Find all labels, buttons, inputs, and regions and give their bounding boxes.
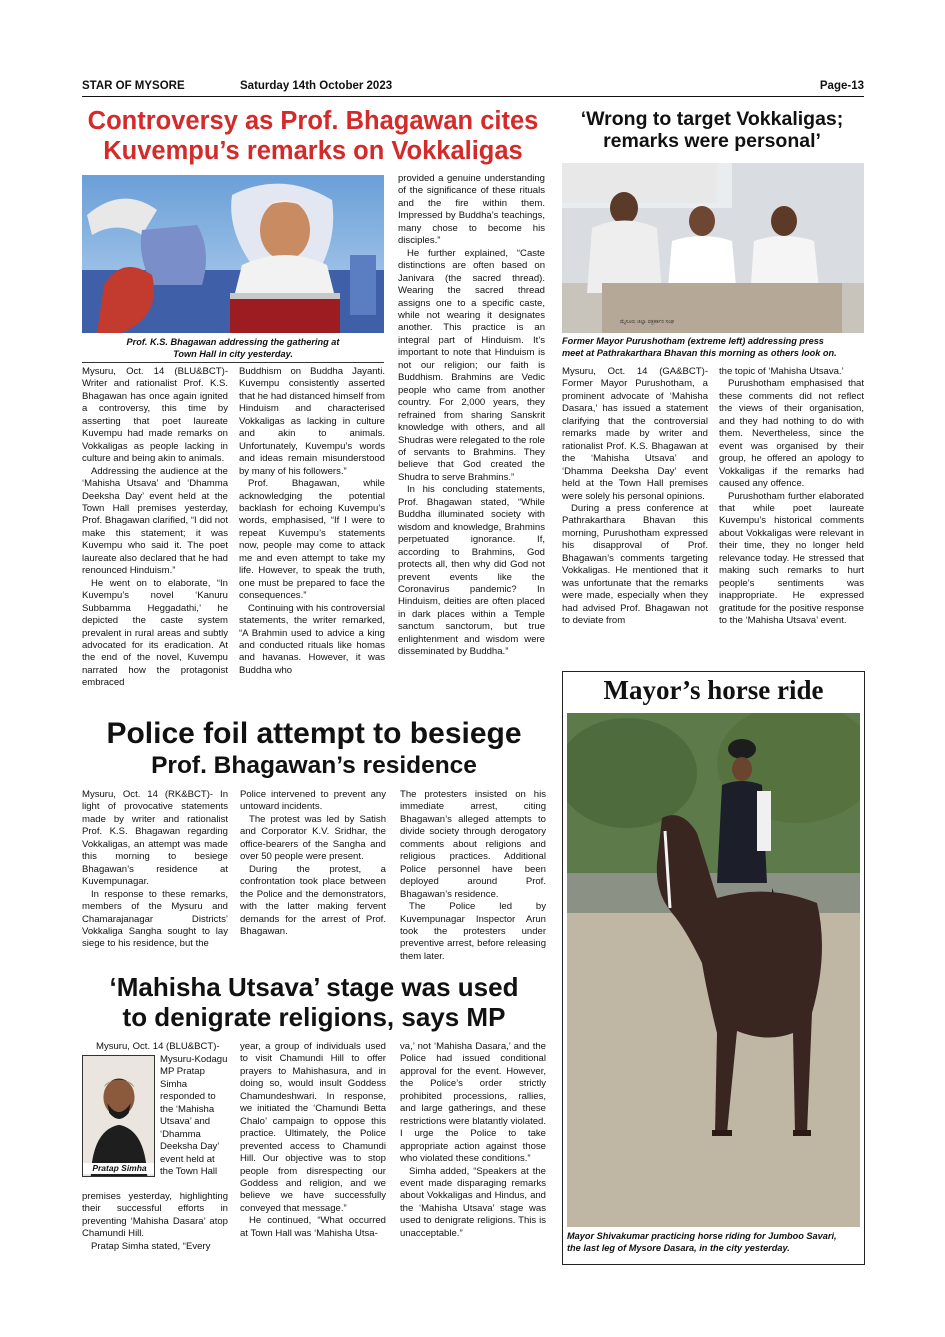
- page-number: Page-13: [819, 80, 864, 92]
- story1-column-3: provided a genuine understanding of the significance of these rituals and the fire within them. Impressed by Buddha’s teachings, many chose to become his disciples.” He further explained, “Caste distinctions are often based on Janivara (the sacred thread). Wearing the sacred thread assigns one to a specific caste, while not wearing it designates another. This practice is an integral part of Hinduism. It’s important to note that Hinduism is not our religion; our faith is Buddhism. Brahmins are Vedic people who came from another country. For 2,000 years, they refrained from sharing Sanskrit knowledge with others, and all Shudras were relegated to the role of servants to Brahmins. They believe that God created the Shudra to serve Brahmins.” In his concluding statements, Prof. Bhagawan stated, “While Buddha illuminated society with wisdom and knowledge, Brahmins perpetuated ignorance. If, according to Brahmins, God protects all, then why did God not prevent events like the Coronavirus pandemic? In Hinduism, deities are often placed in dark places within a Temple sanctum sanctorum, but true enlightenment and wisdom were disseminated by Buddha.”: [398, 173, 545, 658]
- story2-column-2: the topic of ‘Mahisha Utsava.’ Purushotham emphasised that these comments did not reflect the views of their organisation, and they had nothing to do with them. Nevertheless, since the event was organised by their group, he offered an apology to Vokkaligas if the remarks had caused any offence. Purushotham further elaborated that while poet laureate Kuvempu’s historical comments about Vokkaligas were relevant in their time, they no longer held relevance today. He stressed that making such remarks to hurt people’s sentiments was inappropriate. He expressed gratitude for the positive response to the ‘Mahisha Utsava’ event.: [719, 366, 864, 627]
- story3-column-1: Mysuru, Oct. 14 (RK&BCT)- In light of provocative statements made by writer and rationalist Prof. K.S. Bhagawan regarding Vokkaligas, an attempt was made this morning to besiege Bhagawan’s residence at Kuvempunagar. In response to these remarks, members of the Mysuru and Chamarajanagar Districts’ Vokkaliga Sangha sought to lay siege to his residence, but the: [82, 789, 228, 950]
- story4-column-3: va,’ not ‘Mahisha Dasara,’ and the Police had issued conditional approval for the event. However, the Police’s order strictly prohibited processions, rallies, and large gatherings, and these restrictions were blatantly violated. I urge the Police to take appropriate action against those who violated these conditions.” Simha added, “Speakers at the event made disparaging remarks about Vokkaligas and Hindus, and the ‘Mahisha Utsava’ stage was used to denigrate religions. This is unacceptable.”: [400, 1041, 546, 1239]
- banner-text: ಮೈಸೂರು ಜಿಲ್ಲಾ ಪತ್ರಕರ್ತರ ಸಂಘ: [620, 319, 675, 325]
- story2-column-1: Mysuru, Oct. 14 (GA&BCT)- Former Mayor Purushotham, a prominent advocate of ‘Mahisha Dasara,’ has issued a statement clarifying that the controversial remarks made by writer and rationalist Prof. K.S. Bhagawan at the ‘Mahisha Utsava’ and ‘Dhamma Deeksha Day’ event held at the Town Hall premises were solely his personal opinions. During a press conference at Pathrakarthara Bhavan this morning, Purushotham expressed his disapproval of Prof. Bhagawan’s comments targeting Vokkaligas. He mentioned that it was unfortunate that the remarks were made, especially when they had advised Prof. Bhagawan not to deviate from: [562, 366, 708, 627]
- story1-caption: Prof. K.S. Bhagawan addressing the gathering at Town Hall in city yesterday.: [126, 337, 340, 359]
- horse-ride-photo: [567, 713, 860, 1227]
- masthead: [82, 80, 864, 96]
- issue-date: Saturday 14th October 2023: [240, 80, 393, 92]
- press-meet-photo: [562, 163, 864, 333]
- paper-name: STAR OF MYSORE: [82, 80, 185, 92]
- story5-headline: Mayor’s horse ride: [603, 675, 824, 705]
- story2-caption: Former Mayor Purushotham (extreme left) addressing press meet at Pathrakarthara Bhavan this morning as others look on.: [562, 336, 837, 358]
- story4-column-1: premises yesterday, highlighting their successful efforts in preventing ‘Mahisha Dasara’ atop Chamundi Hill. Pratap Simha stated, “Every: [82, 1191, 228, 1252]
- story1-headline: Controversy as Prof. Bhagawan cites Kuvempu’s remarks on Vokkaligas: [87, 107, 539, 166]
- pratap-simha-caption: Pratap Simha: [83, 1163, 155, 1174]
- story5-caption: Mayor Shivakumar practicing horse riding for Jumboo Savari, the last leg of Mysore Dasara, in the city yesterday.: [567, 1231, 837, 1253]
- bhagawan-photo: [82, 175, 384, 333]
- story4-column-2: year, a group of individuals used to visit Chamundi Hill to offer prayers to Mahishasura, and in doing so, would insult Goddess Chamundeshwari. In response, we initiated the ‘Chamundi Betta Chalo’ campaign to oppose this practice. Ultimately, the Police prevented access to Chamundi Hill. Our objective was to stop people from disrespecting our Goddess and religion, and we believe we have successfully conveyed that message.” He continued, “What occurred at Town Hall was ‘Mahisha Utsa-: [240, 1041, 386, 1239]
- masthead-rule: [82, 96, 864, 97]
- story3-headline: Police foil attempt to besiege Prof. Bhagawan’s residence: [106, 717, 522, 779]
- caption-rule: [82, 362, 384, 363]
- story2-headline: ‘Wrong to target Vokkaligas; remarks were personal’: [580, 108, 844, 153]
- story4-column-1-wrap: Mysuru-Kodagu MP Pratap Simha responded to the ‘Mahisha Utsava’ and ‘Dhamma Deeksha Day’ event held at the Town Hall: [160, 1054, 228, 1178]
- story1-column-1: Mysuru, Oct. 14 (BLU&BCT)- Writer and rationalist Prof. K.S. Bhagawan has once again ignited a controversy, this time by asserting that poet laureate Kuvempu had made remarks on Vokkaligas as people lacking in culture and being akin to animals. Addressing the audience at the ‘Mahisha Utsava’ and ‘Dhamma Deeksha Day’ event held at the Town Hall premises yesterday, Prof. Bhagawan clarified, “I did not make this statement; it was Kuvempu who said it. The poet laureate also declared that he had renounced Hinduism.” He went on to elaborate, “In Kuvempu’s novel ‘Kanuru Subbamma Heggadathi,’ he depicted the caste system prevalent in rural areas and subtly advocated for its eradication. At the end of the novel, Kuvempu narrated how the protagonist embraced: [82, 366, 228, 689]
- pratap-simha-photo: [82, 1055, 155, 1177]
- story1-column-2: Buddhism on Buddha Jayanti. Kuvempu consistently asserted that he had distanced himself from Hinduism and characterised Vokkaligas as lacking in culture and akin to animals. Unfortunately, Kuvempu’s words and ideas remain misunderstood by many of his followers.” Prof. Bhagawan, while acknowledging the potential backlash for echoing Kuvempu’s words, emphasised, “If I were to repeat Kuvempu’s statements now, people may come to attack me and even attempt to take my life. However, to speak the truth, one must be prepared to face the consequences.” Continuing with his controversial statements, the writer remarked, “A Brahmin used to advice a king and conducted rituals like homas and havanas. However, it was Buddha who: [239, 366, 385, 676]
- story4-headline: ‘Mahisha Utsava’ stage was used to denigrate religions, says MP: [109, 972, 519, 1032]
- story3-column-3: The protesters insisted on his immediate arrest, citing Bhagawan’s alleged attempts to divide society through derogatory comments about religions and religious practices. Additional Police personnel have been deployed around Prof. Bhagawan’s residence. The Police led by Kuvempunagar Inspector Arun took the protesters under preventive arrest, before releasing them later.: [400, 789, 546, 962]
- story3-column-2: Police intervened to prevent any untoward incidents. The protest was led by Satish and Corporator K.V. Sridhar, the office-bearers of the Sangha and over 50 people were present. During the protest, a confrontation took place between the Police and the demonstrators, with the latter making fervent demands for the arrest of Prof. Bhagawan.: [240, 789, 386, 937]
- story4-dateline: Mysuru, Oct. 14 (BLU&BCT)-: [96, 1041, 220, 1052]
